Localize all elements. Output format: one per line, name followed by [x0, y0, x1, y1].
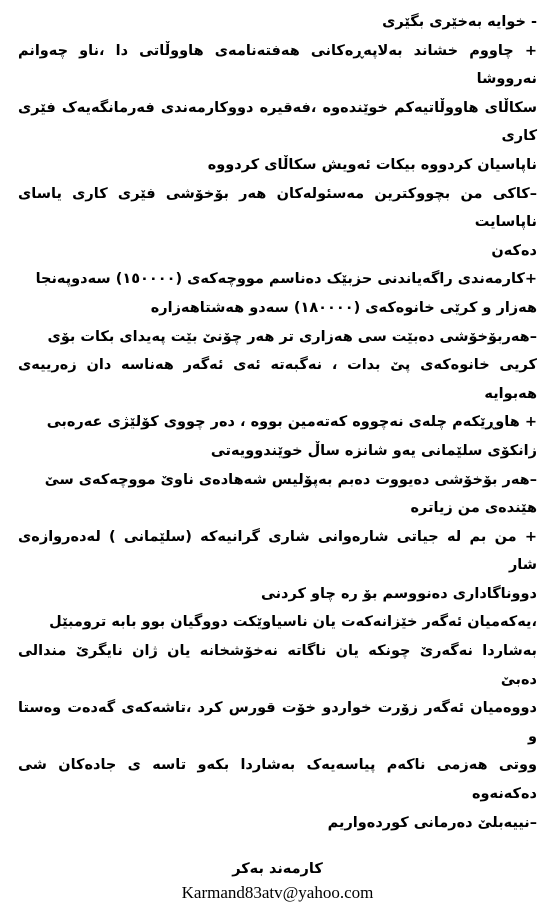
text-line: –کاکی من بچووکترین مەسئولەکان هەر بۆخۆشی فێری کاری یاسای ناپاسایت: [18, 185, 537, 231]
article-body: [18, 8, 537, 837]
text-line: - خوایه بەخێری بگێری: [382, 14, 537, 30]
text-line: –هەر بۆخۆشی دەیووت دەبم بەپۆلیس شەهادەی ناوێ مووچەکەی سێ: [44, 471, 537, 488]
text-line: +کارمەندی راگەیاندنی حزبێک دەناسم مووچەکەی (١٥٠٠٠٠) سەدوپەنجا: [35, 271, 537, 288]
text-line: ناپاسیان کردووە بیکات ئەویش سکاڵای کردووە: [207, 156, 537, 173]
text-line: ،یەکەمیان ئەگەر خێزانەکەت یان ناسیاوێکت دووگیان بوو بابە ترومبێل: [49, 614, 537, 631]
author-name: کارمەند بەکر: [232, 861, 323, 878]
text-line: کریی خانوەکەی پێ بدات ، نەگبەتە ئەی ئەگەر هەناسە دان زەرییەی هەبوایە: [18, 357, 537, 402]
text-line: دەکەن: [491, 242, 537, 259]
text-line: ووتی هەزمی ناکەم پیاسەیەک بەشاردا بکەو تاسە ی جادەکان شی دەکەنەوە: [18, 757, 537, 803]
text-line: بەشاردا نەگەرێ چونکە یان ناگاتە نەخۆشخانە یان ژان نایگرێ مندالی دەبێ: [18, 643, 537, 688]
text-line: هێندەی من زیاترە: [410, 500, 537, 517]
text-line: + هاوڕێکەم چلەی نەچووە کەتەمین بووە ، دەر چووی کۆلێژی عەرەبی: [46, 414, 537, 431]
author-email: Karmand83atv@yahoo.com: [181, 883, 374, 903]
text-line: + چاووم خشاند بەلاپەڕەکانی هەفتەنامەی هاووڵاتی دا ،ناو چەوانم نەرووشا: [18, 42, 537, 88]
text-line: –هەربۆخۆشی دەبێت سی هەزاری تر هەر چۆنێ بێت پەیدای بکات بۆی: [47, 328, 537, 345]
text-line: هەزار و کرێی خانوەکەی (١٨٠٠٠٠) سەدو هەشتاهەزارە: [150, 299, 537, 316]
text-line: دووناگاداری دەنووسم بۆ رە چاو کردنی: [260, 585, 537, 602]
text-line: + من بم لە جیاتی شارەوانی شاری گرانیەکە (سلێمانی ) لەدەروازەی شار: [18, 528, 537, 574]
text-line: –نییەبلێ دەرمانی کوردەواریم: [327, 814, 537, 831]
text-line: زانکۆی سلێمانی یەو شانزە ساڵ خوێندوویەتی: [210, 442, 537, 459]
text-line: سکاڵای هاووڵاتیەکم خوێندەوە ،فەقیرە دووکارمەندی فەرمانگەیەک فێری کاری: [18, 99, 537, 145]
text-line: دووەمیان ئەگەر زۆرت خواردو خۆت قورس کرد ،تاشەکەی گەدەت وەستا و: [18, 700, 537, 745]
